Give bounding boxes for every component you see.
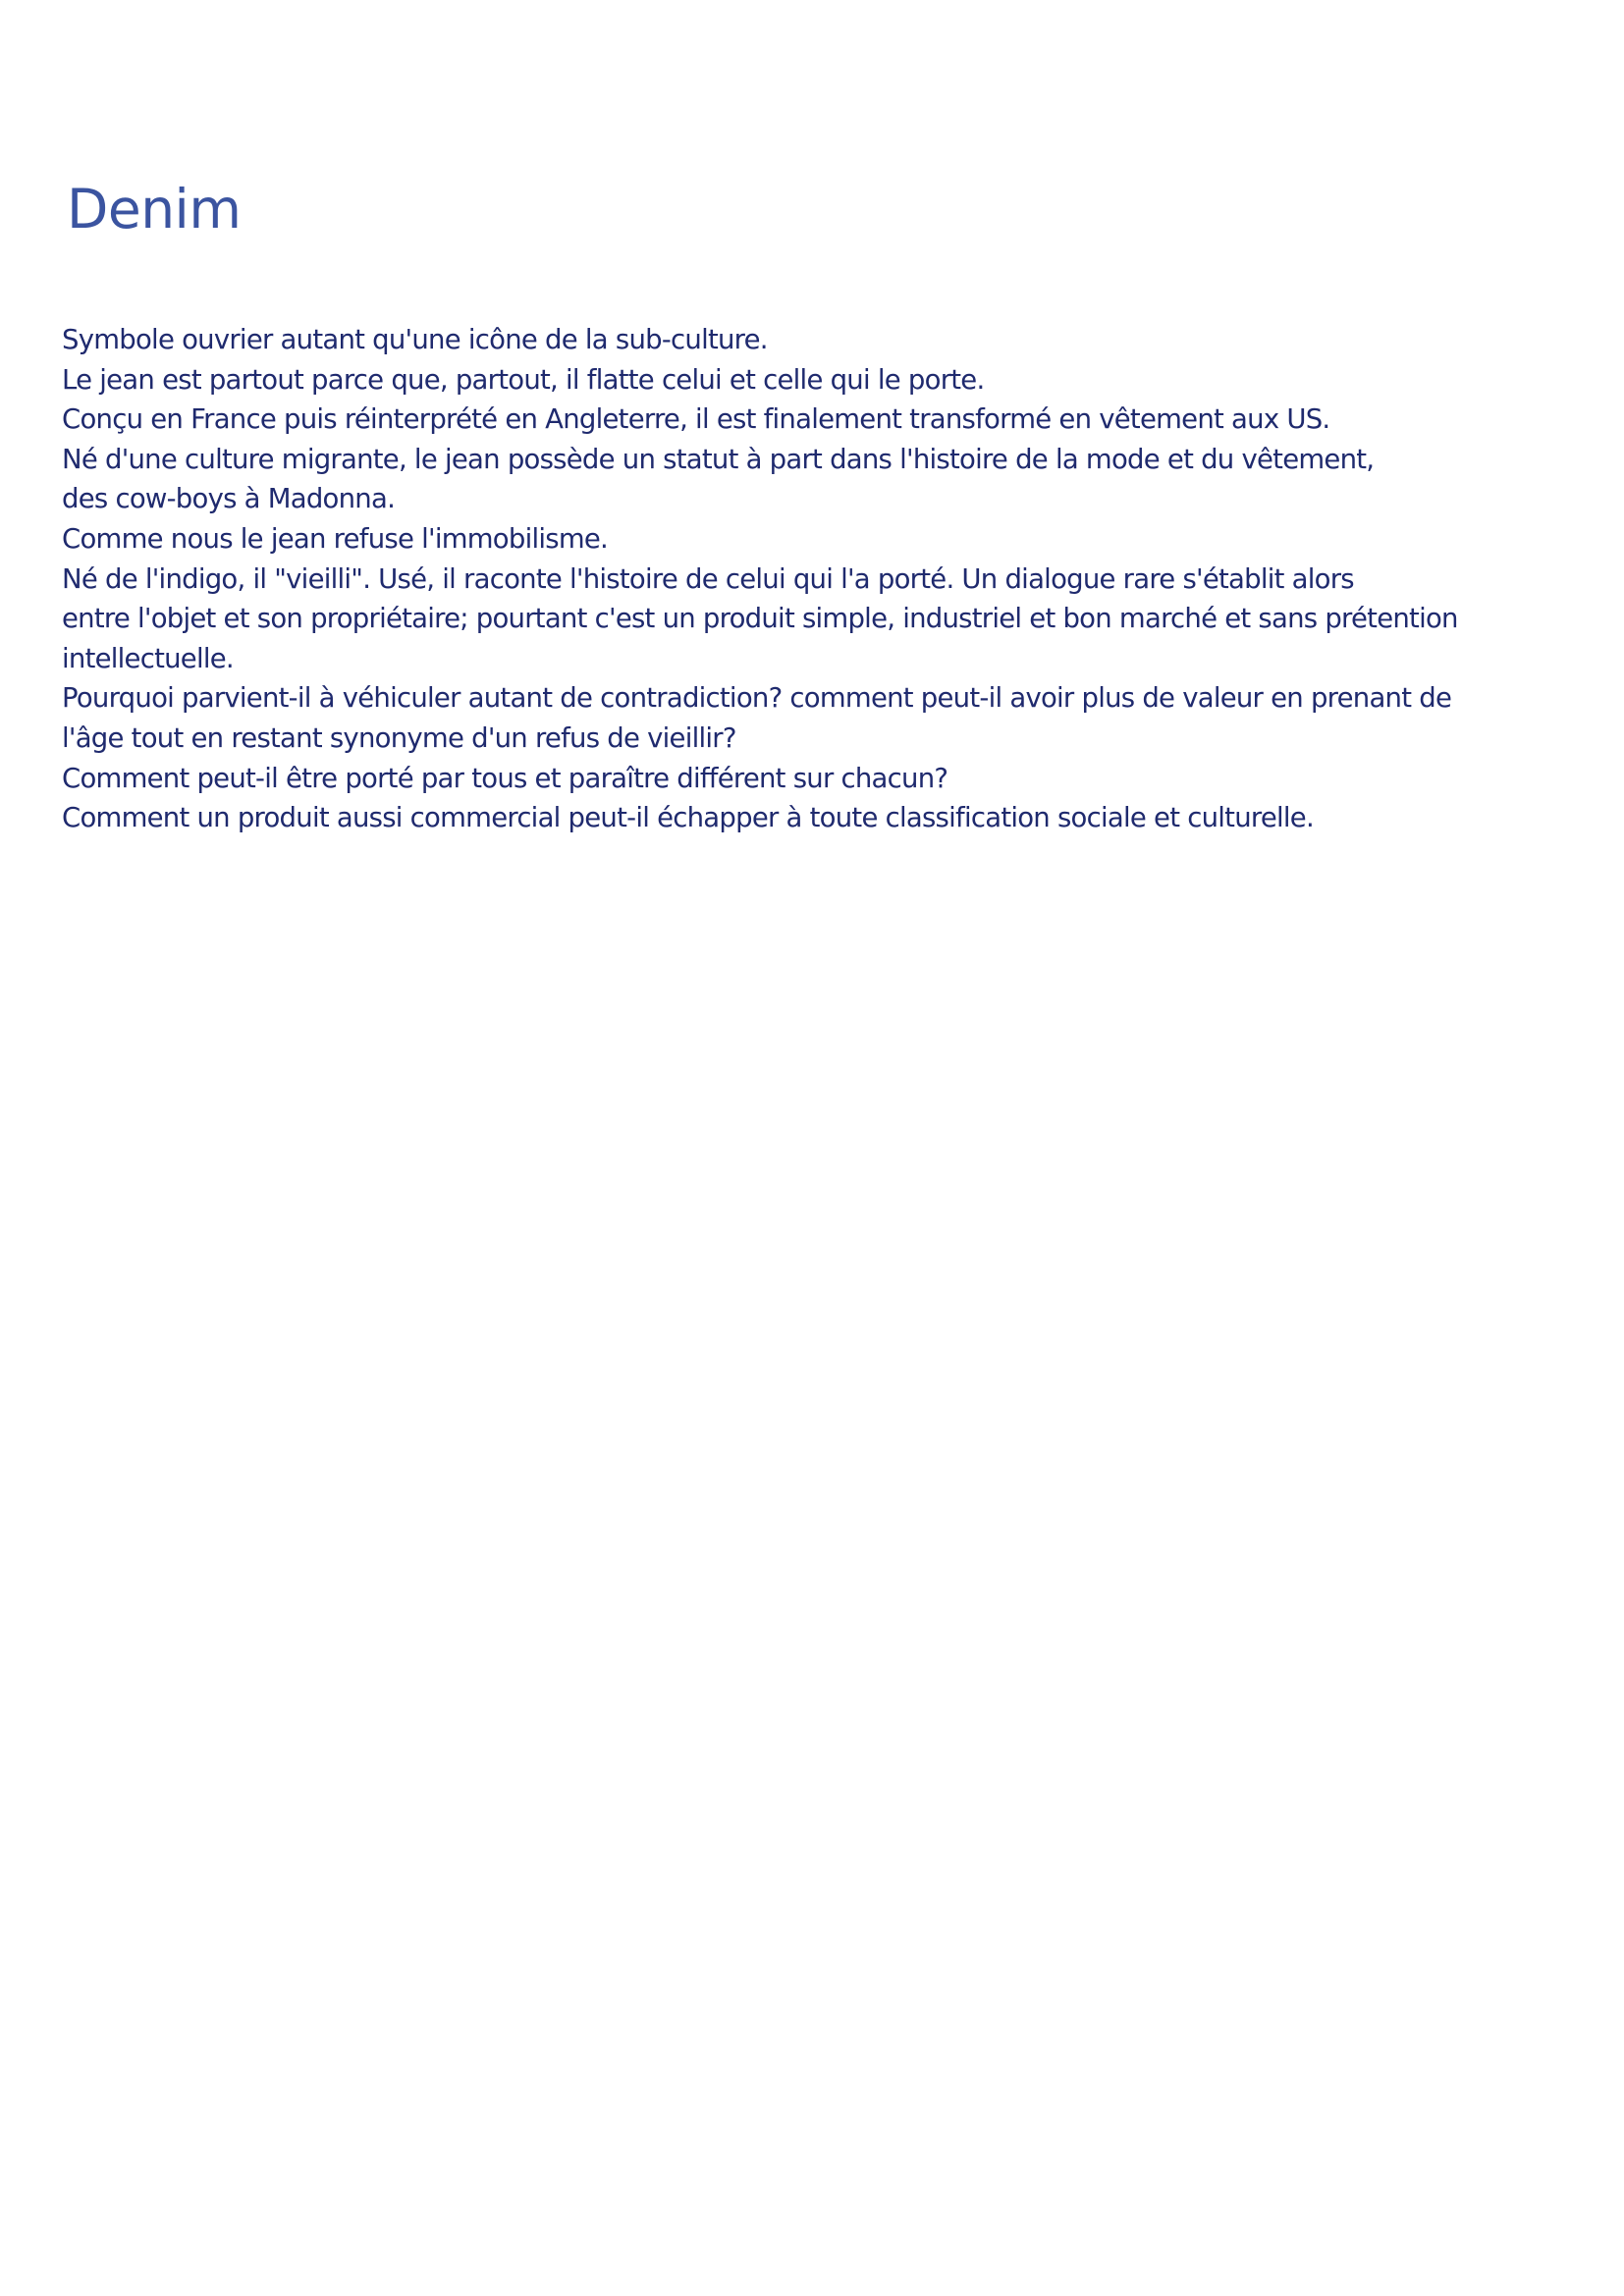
text-line: l'âge tout en restant synonyme d'un refus de vieillir? (62, 721, 736, 754)
text-line: Le jean est partout parce que, partout, il flatte celui et celle qui le porte. (62, 363, 985, 396)
text-line: Comme nous le jean refuse l'immobilisme. (62, 522, 609, 555)
text-line: Né d'une culture migrante, le jean possède un statut à part dans l'histoire de la mode et du vêtement, (62, 443, 1375, 475)
text-line: Comment peut-il être porté par tous et paraître différent sur chacun? (62, 762, 948, 794)
page-title: Denim (67, 178, 242, 240)
text-line: intellectuelle. (62, 642, 234, 674)
text-line: des cow-boys à Madonna. (62, 483, 396, 515)
text-line: Comment un produit aussi commercial peut-il échapper à toute classification sociale et culturelle. (62, 802, 1314, 834)
text-line: Pourquoi parvient-il à véhiculer autant de contradiction? comment peut-il avoir plus de valeur en prenant de (62, 682, 1452, 715)
text-line: entre l'objet et son propriétaire; pourtant c'est un produit simple, industriel et bon marché et sans prétention (62, 603, 1458, 635)
body-text (62, 320, 1594, 838)
text-line: Né de l'indigo, il "vieilli". Usé, il raconte l'histoire de celui qui l'a porté. Un dialogue rare s'établit alors (62, 562, 1354, 595)
text-line: Conçu en France puis réinterprété en Angleterre, il est finalement transformé en vêtement aux US. (62, 403, 1330, 436)
text-line: Symbole ouvrier autant qu'une icône de la sub-culture. (62, 324, 768, 355)
